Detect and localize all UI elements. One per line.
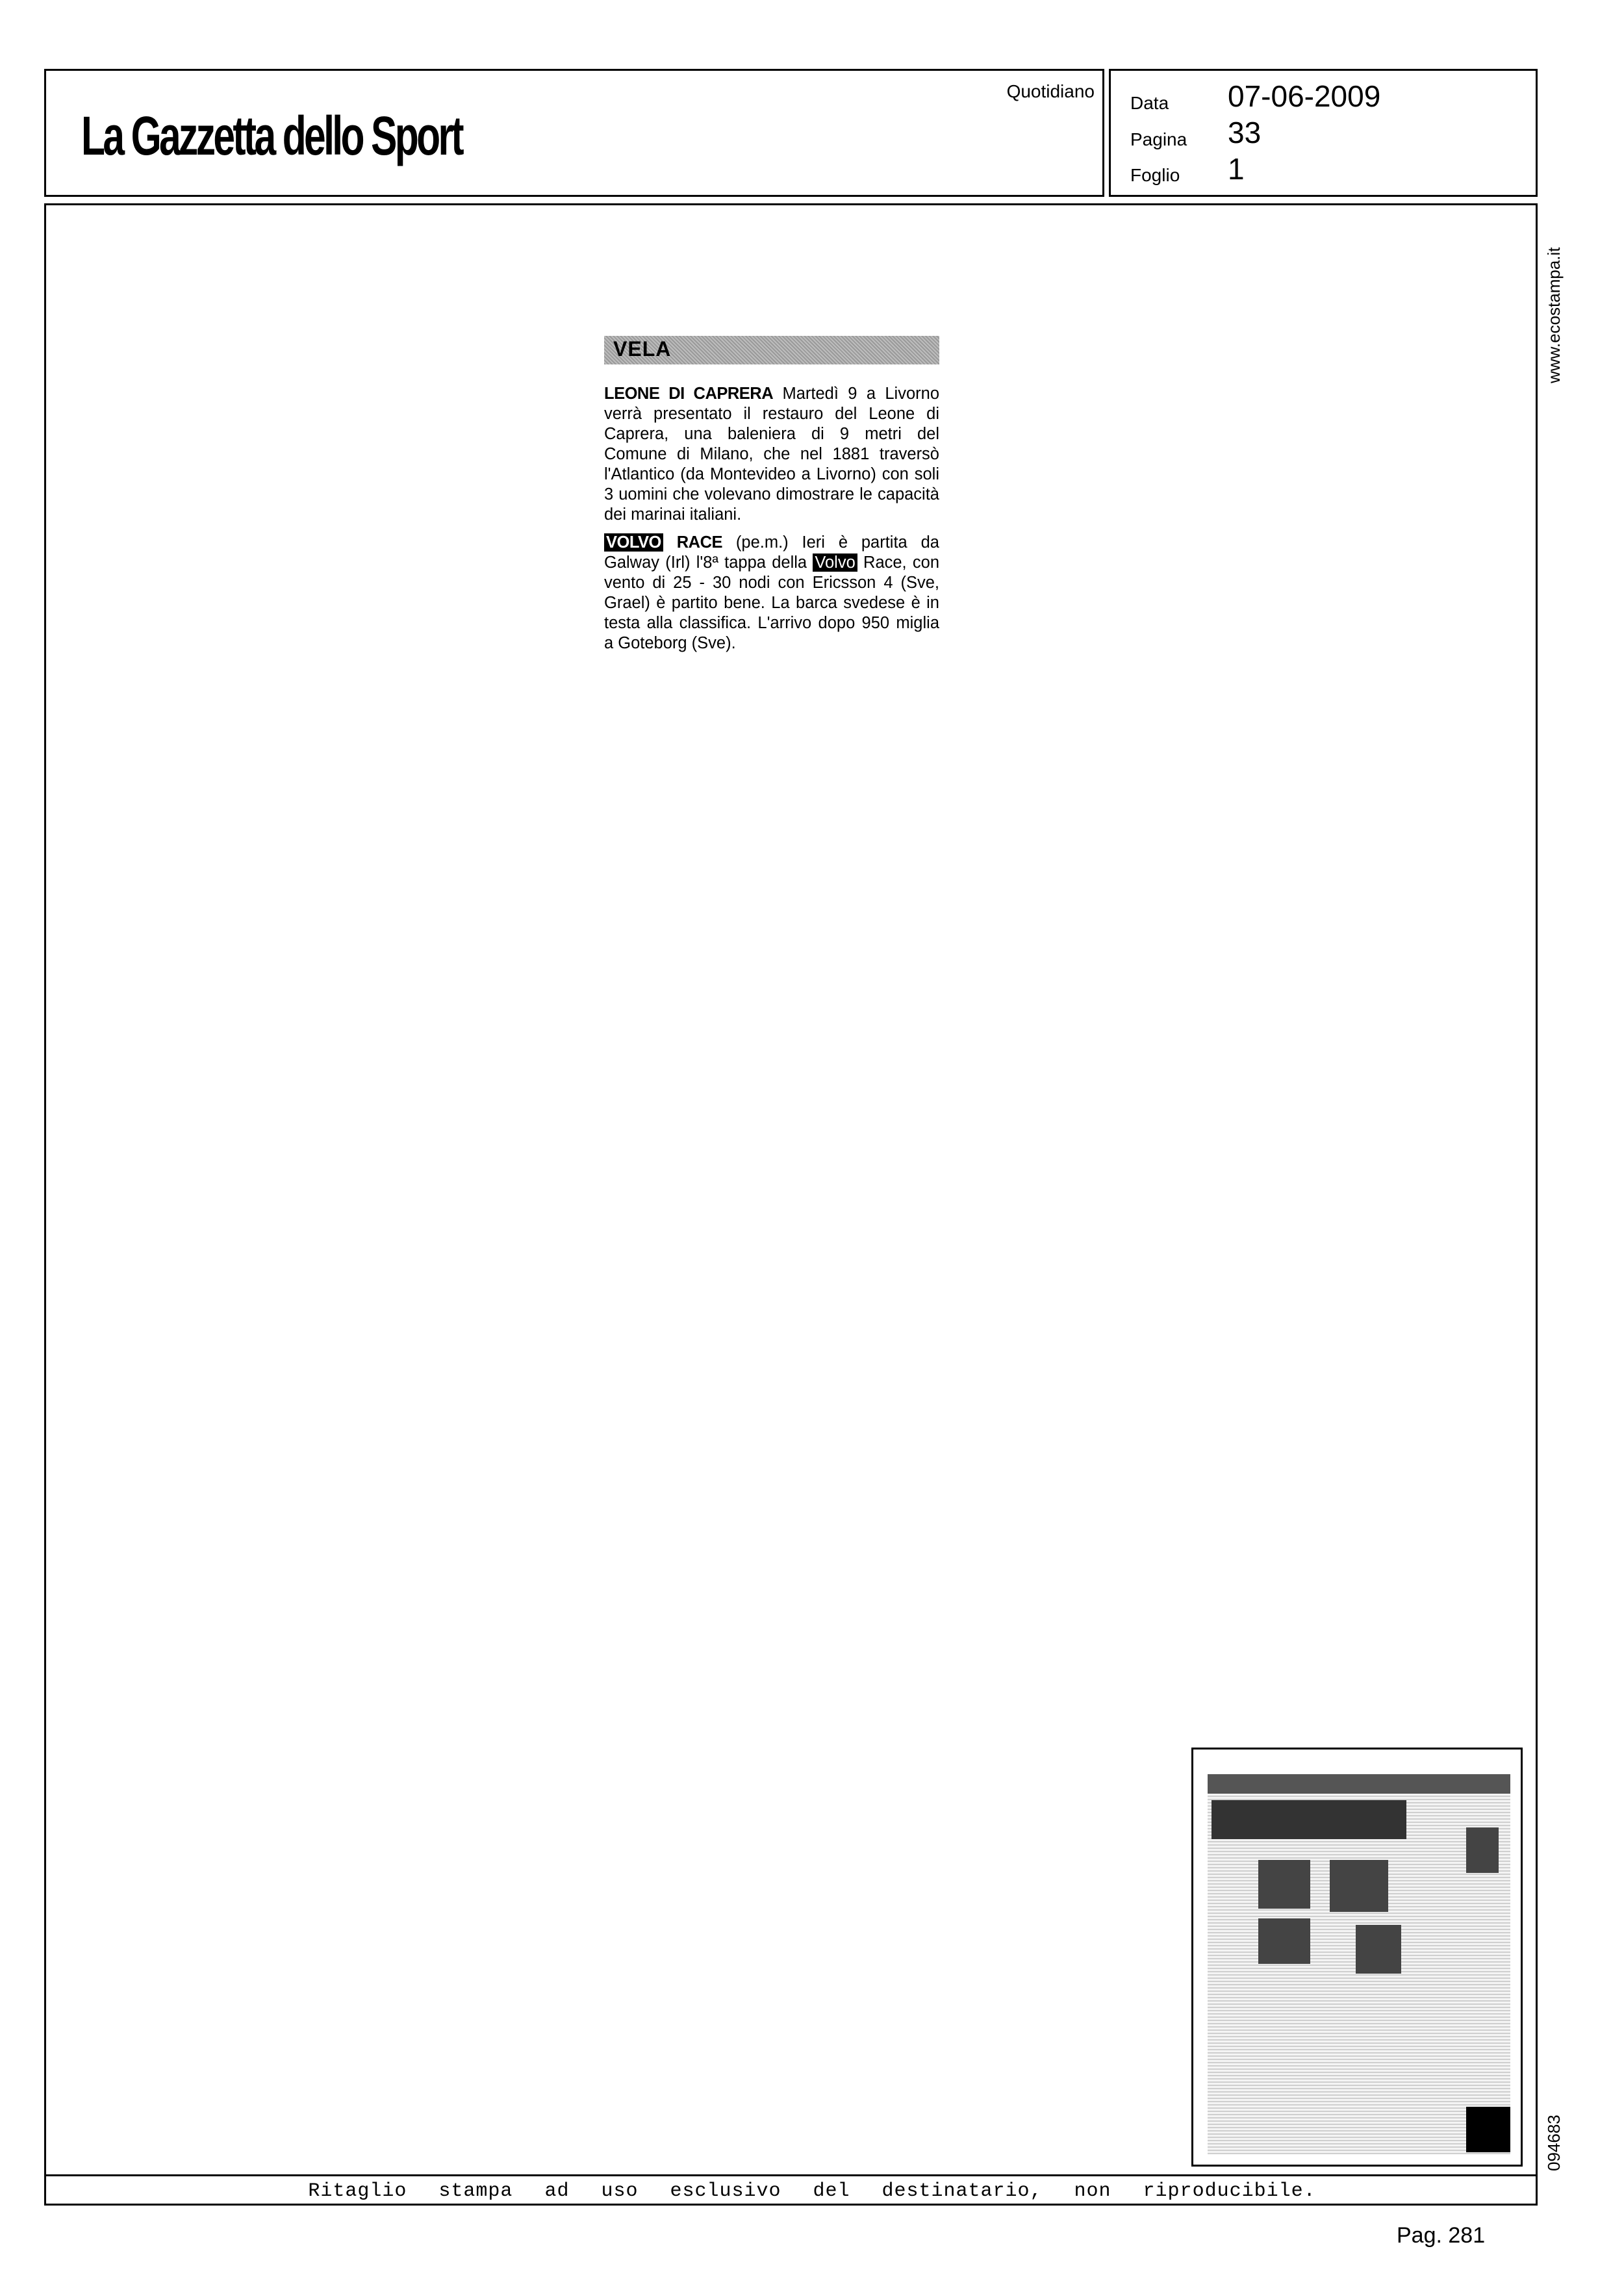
header-meta-box: [1109, 69, 1538, 197]
thumbnail-photo: [1330, 1860, 1388, 1912]
article-item: [604, 384, 939, 525]
article-item: [604, 533, 939, 654]
item-body: Martedì 9 a Livorno verrà presentato il restauro del Leone di Caprera, una baleniera di 9 metri del Comune di Milano, che nel 1881 traversò l'Atlantico (da Montevideo a Livorno) con soli 3 uomini che volevano dimostrare le capacità dei marinai italiani.: [604, 385, 939, 524]
thumbnail-black-box: [1466, 2107, 1510, 2152]
thumbnail-photo: [1356, 1925, 1401, 1974]
article-column: [604, 336, 939, 654]
item-title-highlight: VOLVO: [604, 533, 663, 552]
footer-divider: [44, 2174, 1538, 2176]
section-title: VELA: [613, 337, 672, 361]
thumbnail-headline: [1212, 1800, 1406, 1839]
item-body-highlight: Volvo: [813, 553, 857, 572]
page-number: Pag. 281: [1397, 2223, 1486, 2248]
page-thumbnail: [1191, 1748, 1523, 2167]
header-masthead-box: [44, 69, 1104, 197]
meta-value-date: 07-06-2009: [1228, 79, 1381, 113]
meta-label-page: Pagina: [1130, 129, 1187, 149]
meta-label-date: Data: [1130, 93, 1169, 113]
meta-label-sheet: Foglio: [1130, 165, 1180, 185]
item-body: Race, con vento di 25 - 30 nodi con Ericsson 4 (Sve, Grael) è partito bene. La barca svedese è in testa alla classifica. L'arrivo dopo 950 miglia a Goteborg (Sve).: [604, 553, 940, 652]
clipping-code: 094683: [1544, 2115, 1564, 2171]
item-body: (pe.m.) Ieri è partita da Galway (Irl) l'8ª tappa della: [604, 533, 939, 572]
publication-type: Quotidiano: [1006, 81, 1095, 101]
thumbnail-photo: [1258, 1918, 1310, 1964]
footer-notice: Ritaglio stampa ad uso esclusivo del destinatario, non riproducibile.: [308, 2180, 1316, 2202]
website-label: www.ecostampa.it: [1544, 247, 1564, 383]
item-title: RACE: [676, 533, 723, 552]
thumbnail-photo: [1466, 1827, 1499, 1873]
thumbnail-section-band: [1208, 1774, 1510, 1794]
newspaper-logo: La Gazzetta dello Sport: [81, 105, 462, 166]
meta-value-page: 33: [1228, 116, 1262, 149]
thumbnail-photo: [1258, 1860, 1310, 1909]
meta-value-sheet: 1: [1228, 152, 1245, 186]
item-title: LEONE DI CAPRERA: [604, 385, 774, 403]
section-header: [604, 336, 939, 364]
